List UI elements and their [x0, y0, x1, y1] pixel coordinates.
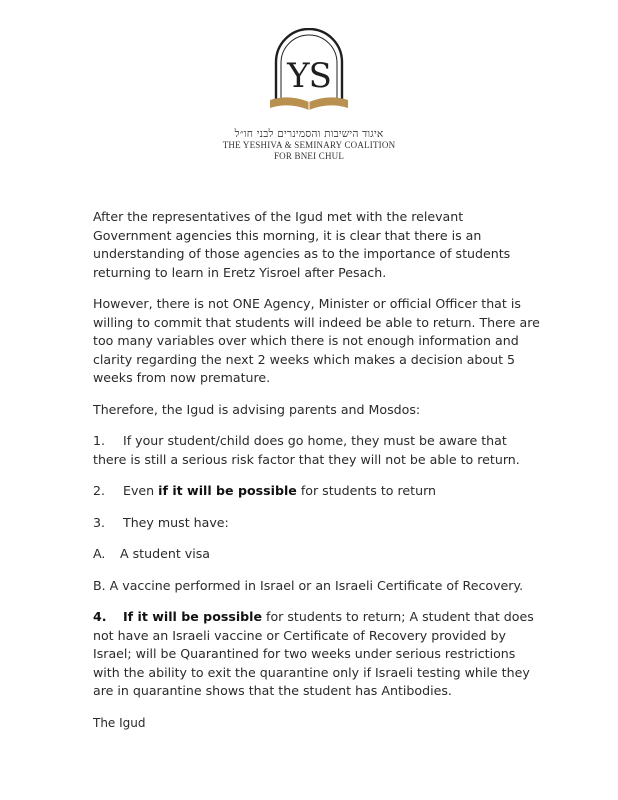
list-item-3	[93, 514, 543, 533]
signature: The Igud	[93, 715, 146, 730]
logo-monogram: YS	[287, 56, 331, 96]
list-text: If your student/child does go home, they must be aware that there is still a serious risk factor that they will not be able to return.	[93, 433, 520, 467]
list-letter: A.	[93, 546, 106, 561]
list-text: for students to return; A student that does not have an Israeli vaccine or Certificate of Recovery provided by Israel; will be Quarantined for two weeks under serious restrictions with the ability to exit the quarantine only if Israeli testing while they are in quarantine shows that the student has Antibodies.	[93, 609, 534, 698]
paragraph-advisory: Therefore, the Igud is advising parents and Mosdos:	[93, 401, 421, 417]
list-text: A student visa	[120, 546, 210, 561]
list-number: 4.	[93, 609, 107, 624]
list-text: Even	[123, 483, 159, 498]
list-item-1	[93, 432, 543, 469]
list-number: 1.	[93, 433, 106, 448]
letterhead	[0, 28, 618, 162]
list-item-2	[93, 482, 543, 501]
ys-logo	[254, 28, 364, 118]
emphasis: If it will be possible	[123, 609, 263, 624]
list-item-b: B. A vaccine performed in Israel or an Israeli Certificate of Recovery.	[93, 577, 524, 593]
letter-body	[93, 208, 543, 745]
list-item-4	[93, 608, 543, 701]
emphasis: if it will be possible	[158, 483, 297, 498]
paragraph-intro: After the representatives of the Igud met with the relevant Government agencies this morning, it is clear that there is an understanding of those agencies as to the importance of students returning to learn in Eretz Yisroel after Pesach.	[93, 209, 511, 280]
org-name-english-line1: THE YESHIVA & SEMINARY COALITION	[222, 140, 396, 150]
paragraph-no-commitment: However, there is not ONE Agency, Minister or official Officer that is willing to commit that students will indeed be able to return. There are too many variables over which there is not enough information and clarity regarding the next 2 weeks which makes a decision about 5 weeks from now premature.	[93, 296, 540, 385]
org-name-english-line2: FOR BNEI CHUL	[273, 151, 345, 161]
list-number: 3.	[93, 514, 106, 530]
list-text: for students to return	[296, 483, 437, 498]
list-number: 2.	[93, 483, 106, 498]
org-name-hebrew: איגוד הישיבות והסמינרים לבני חו״ל	[234, 128, 384, 140]
list-item-a	[93, 545, 543, 564]
list-text: They must have:	[123, 514, 229, 530]
